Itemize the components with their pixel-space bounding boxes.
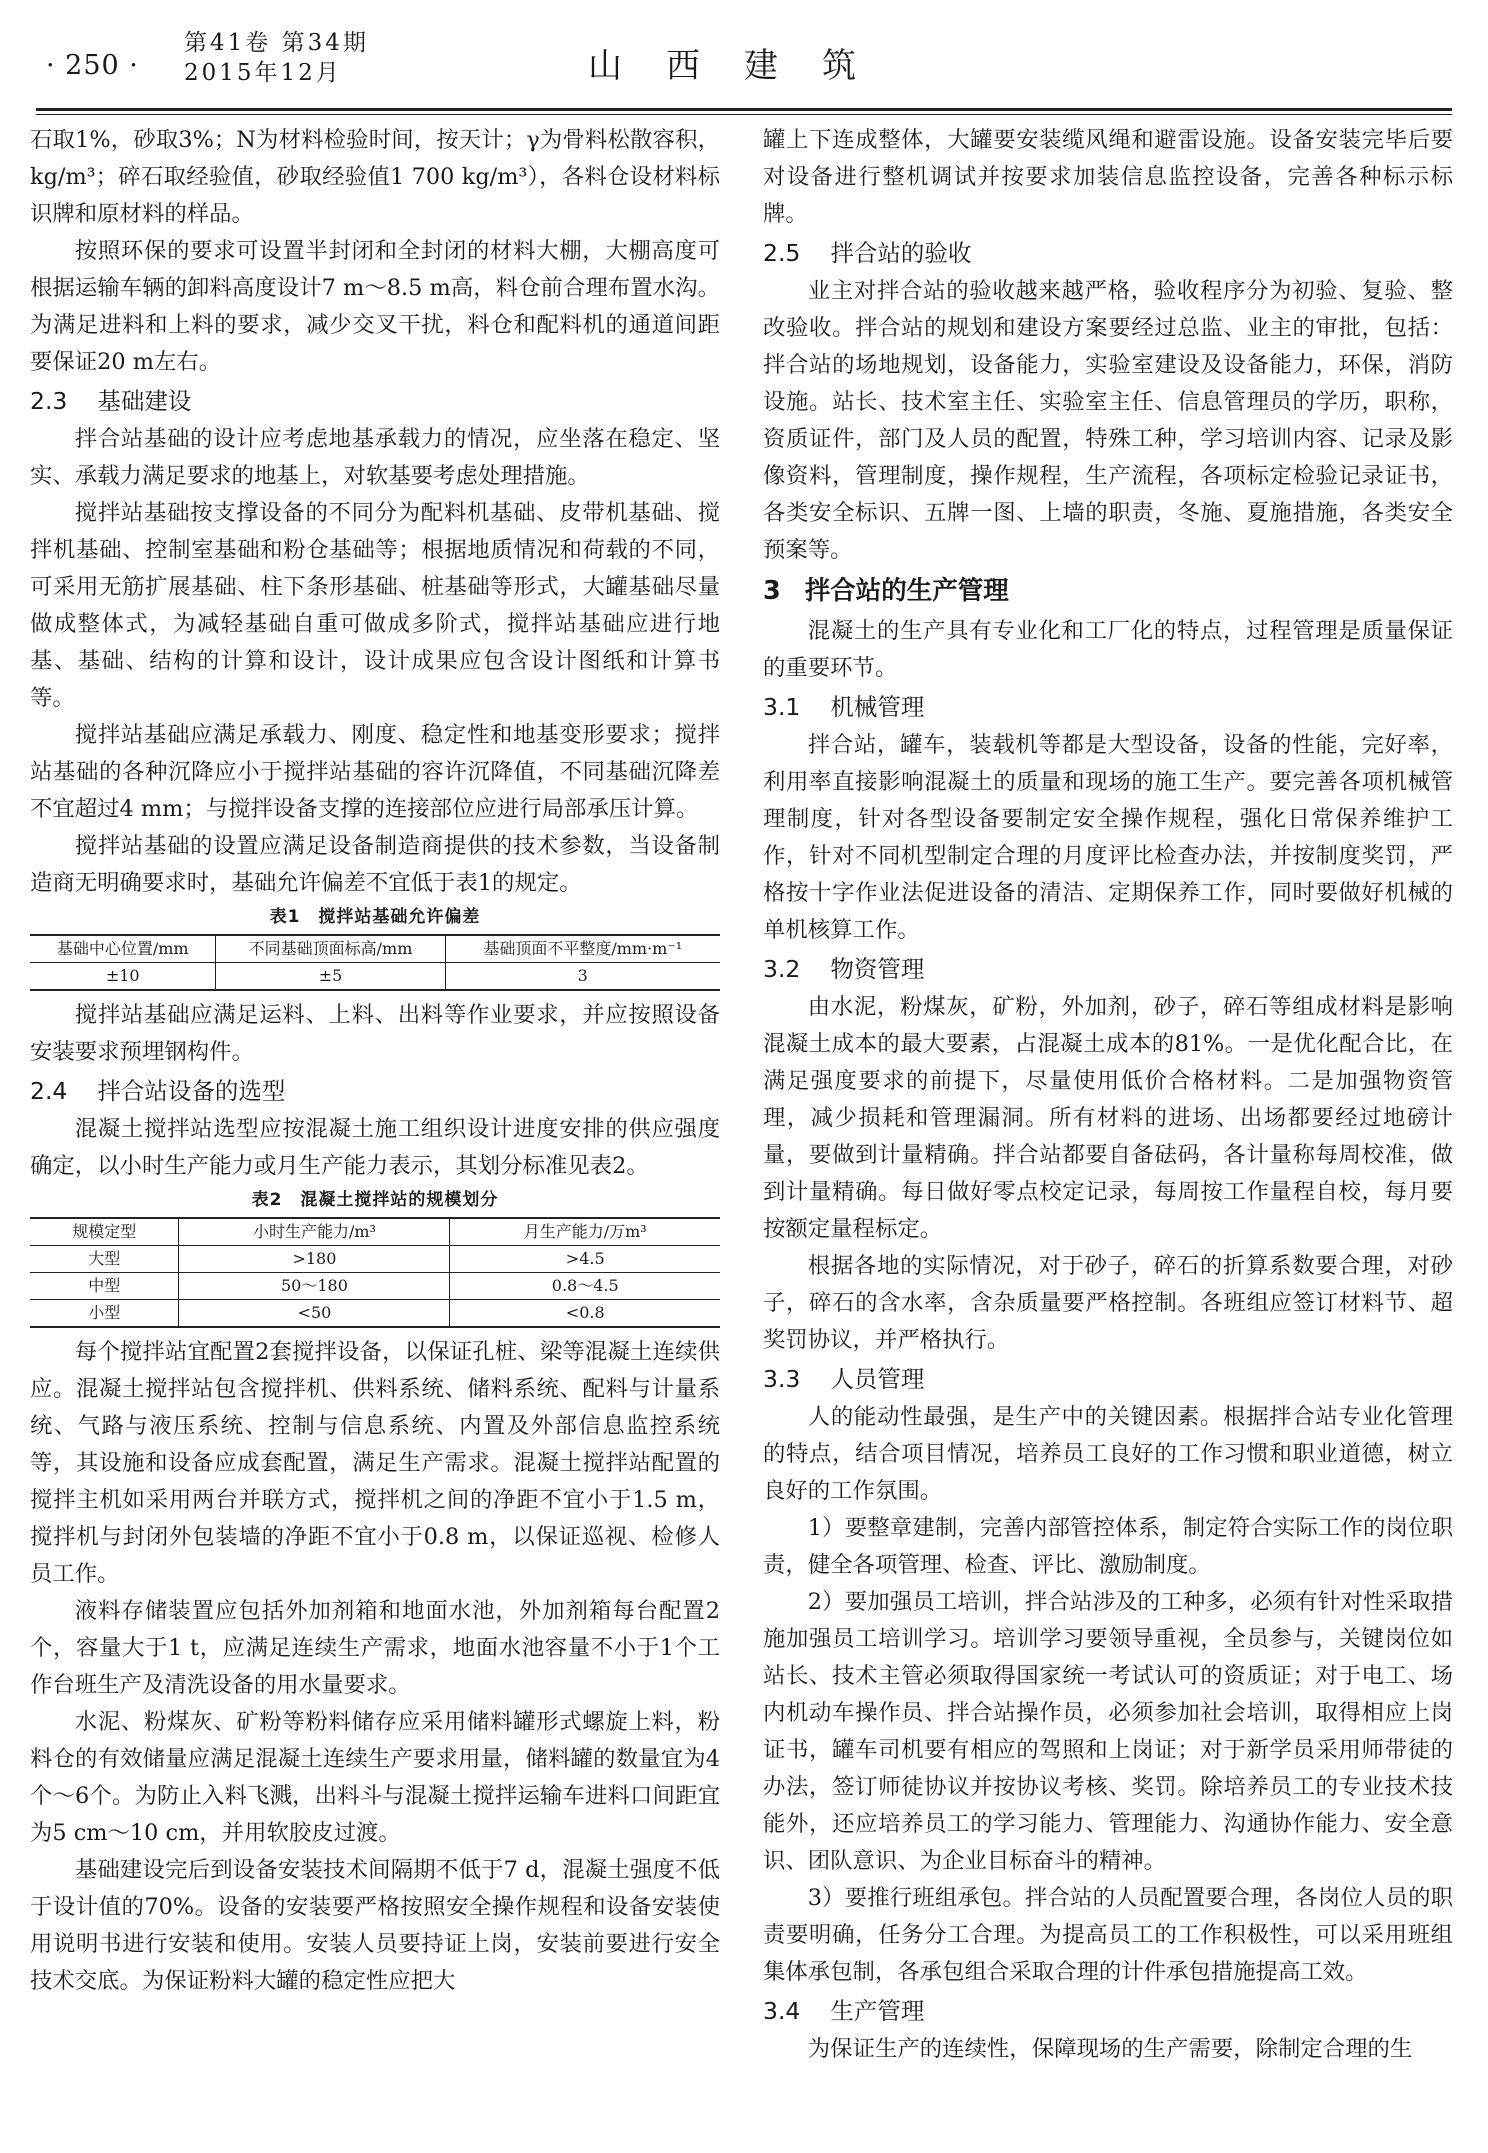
section-heading-3-4 [763,1991,1453,2031]
table-row [30,1246,720,1273]
table-2-caption [30,1185,720,1215]
section-number: 3.4 [763,1997,801,2025]
section-title: 拌合站的生产管理 [804,576,1009,606]
table-row [30,1300,720,1328]
table-cell: <0.8 [450,1300,720,1328]
page-number: · 250 · [46,50,139,81]
table-cell: >180 [179,1246,450,1273]
section-title: 生产管理 [830,1997,925,2025]
paragraph: 石取1%，砂取3%；N为材料检验时间，按天计；γ为骨料松散容积，kg/m³；碎石取经验值，砂取经验值1 700 kg/m³），各料仓设材料标识牌和原材料的样品。 [30,127,720,227]
table-2 [30,1217,720,1328]
paragraph: 搅拌站基础应满足运料、上料、出料等作业要求，并应按照设备安装要求预埋钢构件。 [30,1002,720,1065]
table-cell: <50 [179,1300,450,1328]
header-rule-thin [36,114,1452,115]
table-1-caption [30,902,720,932]
table-cell: 大型 [30,1246,179,1273]
journal-title: 山西建筑 [588,46,900,86]
section-number: 2.3 [30,387,68,415]
section-heading-2-5 [763,233,1453,273]
right-column [763,122,1453,2068]
section-heading-2-3 [30,381,720,421]
paragraph: 罐上下连成整体，大罐要安装缆风绳和避雷设施。设备安装完毕后要对设备进行整机调试并按要求加装信息监控设备，完善各种标示标牌。 [763,127,1453,227]
paragraph: 混凝土搅拌站选型应按混凝土施工组织设计进度安排的供应强度确定，以小时生产能力或月生产能力表示，其划分标准见表2。 [30,1116,720,1179]
table-cell: 小型 [30,1300,179,1328]
paragraph: 基础建设完后到设备安装技术间隔期不低于7 d，混凝土强度不低于设计值的70%。设备的安装要严格按照安全操作规程和设备安装使用说明书进行安装和使用。安装人员要持证上岗，安装前要进行安全技术交底。为保证粉料大罐的稳定性应把大 [30,1857,720,1994]
section-heading-3 [763,569,1453,613]
paragraph: 为保证生产的连续性，保障现场的生产需要，除制定合理的生 [807,2036,1413,2062]
section-number: 2.5 [763,239,801,267]
table-cell: 3 [445,963,720,991]
paragraph: 由水泥，粉煤灰，矿粉，外加剂，砂子，碎石等组成材料是影响混凝土成本的最大要素，占混凝土成本的81%。一是优化配合比，在满足强度要求的前提下，尽量使用低价合格材料。二是加强物资管理，减少损耗和管理漏洞。所有材料的进场、出场都要经过地磅计量，要做到计量精确。拌合站都要自备砝码，各计量称每周校准，做到计量精确。每日做好零点校定记录，每周按工作量程自校，每月要按额定量程标定。 [763,994,1453,1242]
section-number: 2.4 [30,1077,68,1105]
paragraph: 按照环保的要求可设置半封闭和全封闭的材料大棚，大棚高度可根据运输车辆的卸料高度设计7 m～8.5 m高，料仓前合理布置水沟。为满足进料和上料的要求，减少交叉干扰，料仓和配料机的通道间距要保证20 m左右。 [30,238,720,375]
section-heading-3-1 [763,687,1453,727]
paragraph: 3）要推行班组承包。拌合站的人员配置要合理，各岗位人员的职责要明确，任务分工合理。为提高员工的工作积极性，可以采用班组集体承包制，各承包组合采取合理的计件承包措施提高工效。 [763,1885,1453,1985]
table-number: 表2 [251,1190,283,1210]
paragraph: 液料存储装置应包括外加剂箱和地面水池，外加剂箱每台配置2个，容量大于1 t，应满足连续生产需求，地面水池容量不小于1个工作台班生产及清洗设备的用水量要求。 [30,1598,720,1698]
page-header [36,14,1452,94]
paragraph: 搅拌站基础的设置应满足设备制造商提供的技术参数，当设备制造商无明确要求时，基础允许偏差不宜低于表1的规定。 [30,833,720,896]
section-title: 物资管理 [830,955,925,983]
paragraph: 每个搅拌站宜配置2套搅拌设备，以保证孔桩、梁等混凝土连续供应。混凝土搅拌站包含搅拌机、供料系统、储料系统、配料与计量系统、气路与液压系统、控制与信息系统、内置及外部信息监控系统等，其设施和设备应成套配置，满足生产需求。混凝土搅拌站配置的搅拌主机如采用两台并联方式，搅拌机之间的净距不宜小于1.5 m，搅拌机与封闭外包装墙的净距不宜小于0.8 m，以保证巡视、检修人员工作。 [30,1339,720,1587]
paragraph: 拌合站，罐车，装载机等都是大型设备，设备的性能，完好率，利用率直接影响混凝土的质量和现场的施工生产。要完善各项机械管理制度，针对各型设备要制定安全操作规程，强化日常保养维护工作，针对不同机型制定合理的月度评比检查办法，并按制度奖罚，严格按十字作业法促进设备的清洁、定期保养工作，同时要做好机械的单机核算工作。 [763,732,1453,943]
table-title: 搅拌站基础允许偏差 [318,907,481,927]
paragraph: 根据各地的实际情况，对于砂子，碎石的折算系数要合理，对砂子，碎石的含水率，含杂质量要严格控制。各班组应签订材料节、超奖罚协议，并严格执行。 [763,1253,1453,1353]
table-number: 表1 [269,907,301,927]
table-header-cell: 小时生产能力/m³ [179,1218,450,1246]
paragraph: 混凝土的生产具有专业化和工厂化的特点，过程管理是质量保证的重要环节。 [763,618,1453,681]
section-heading-3-3 [763,1359,1453,1399]
table-header-cell: 基础顶面不平整度/mm·m⁻¹ [445,935,720,963]
table-cell: >4.5 [450,1246,720,1273]
paragraph: 1）要整章建制，完善内部管控体系，制定符合实际工作的岗位职责，健全各项管理、检查、评比、激励制度。 [763,1515,1453,1578]
table-cell: 中型 [30,1273,179,1300]
paragraph: 业主对拌合站的验收越来越严格，验收程序分为初验、复验、整改验收。拌合站的规划和建设方案要经过总监、业主的审批，包括：拌合站的场地规划，设备能力，实验室建设及设备能力，环保，消防设施。站长、技术室主任、实验室主任、信息管理员的学历，职称，资质证件，部门及人员的配置，特殊工种，学习培训内容、记录及影像资料，管理制度，操作规程，生产流程，各项标定检验记录证书，各类安全标识、五牌一图、上墙的职责，冬施、夏施措施，各类安全预案等。 [763,278,1453,563]
paragraph: 水泥、粉煤灰、矿粉等粉料储存应采用储料罐形式螺旋上料，粉料仓的有效储量应满足混凝土连续生产要求用量，储料罐的数量宜为4个～6个。为防止入料飞溅，出料斗与混凝土搅拌运输车进料口间距宜为5 cm～10 cm，并用软胶皮过渡。 [30,1709,720,1846]
section-title: 人员管理 [830,1365,925,1393]
table-header-cell: 基础中心位置/mm [30,935,216,963]
section-number: 3.1 [763,693,801,721]
issue-date: 2015年12月 [184,60,342,86]
section-title: 基础建设 [97,387,192,415]
paragraph: 拌合站基础的设计应考虑地基承载力的情况，应坐落在稳定、坚实、承载力满足要求的地基上，对软基要考虑处理措施。 [30,426,720,489]
volume-issue-line: 第41卷 第34期 [184,30,369,56]
section-heading-3-2 [763,949,1453,989]
table-header-cell: 月生产能力/万m³ [450,1218,720,1246]
section-heading-2-4 [30,1071,720,1111]
table-header-cell: 不同基础顶面标高/mm [216,935,445,963]
section-number: 3.2 [763,955,801,983]
section-number: 3 [763,576,781,606]
header-rule-thick [36,108,1452,111]
section-title: 拌合站的验收 [830,239,972,267]
paragraph: 搅拌站基础应满足承载力、刚度、稳定性和地基变形要求；搅拌站基础的各种沉降应小于搅拌站基础的容许沉降值，不同基础沉降差不宜超过4 mm；与搅拌设备支撑的连接部位应进行局部承压计算。 [30,722,720,822]
table-cell: ±10 [30,963,216,991]
table-cell: ±5 [216,963,445,991]
left-column [30,122,720,2000]
paragraph: 2）要加强员工培训，拌合站涉及的工种多，必须有针对性采取措施加强员工培训学习。培训学习要领导重视，全员参与，关键岗位如站长、技术主管必须取得国家统一考试认可的资质证；对于电工、场内机动车操作员、拌合站操作员，必须参加社会培训，取得相应上岗证书，罐车司机要有相应的驾照和上岗证；对于新学员采用师带徒的办法，签订师徒协议并按协议考核、奖罚。除培养员工的专业技术技能外，还应培养员工的学习能力、管理能力、沟通协作能力、安全意识、团队意识、为企业目标奋斗的精神。 [763,1589,1453,1874]
paragraph: 搅拌站基础按支撑设备的不同分为配料机基础、皮带机基础、搅拌机基础、控制室基础和粉仓基础等；根据地质情况和荷载的不同，可采用无筋扩展基础、柱下条形基础、桩基础等形式，大罐基础尽量做成整体式，为减轻基础自重可做成多阶式，搅拌站基础应进行地基、基础、结构的计算和设计，设计成果应包含设计图纸和计算书等。 [30,500,720,711]
table-header-cell: 规模定型 [30,1218,179,1246]
section-title: 机械管理 [830,693,925,721]
table-1 [30,934,720,991]
paragraph: 人的能动性最强，是生产中的关键因素。根据拌合站专业化管理的特点，结合项目情况，培养员工良好的工作习惯和职业道德，树立良好的工作氛围。 [763,1404,1453,1504]
table-cell: 0.8～4.5 [450,1273,720,1300]
table-title: 混凝土搅拌站的规模划分 [300,1190,499,1210]
section-title: 拌合站设备的选型 [97,1077,286,1105]
table-cell: 50～180 [179,1273,450,1300]
section-number: 3.3 [763,1365,801,1393]
table-row [30,1273,720,1300]
